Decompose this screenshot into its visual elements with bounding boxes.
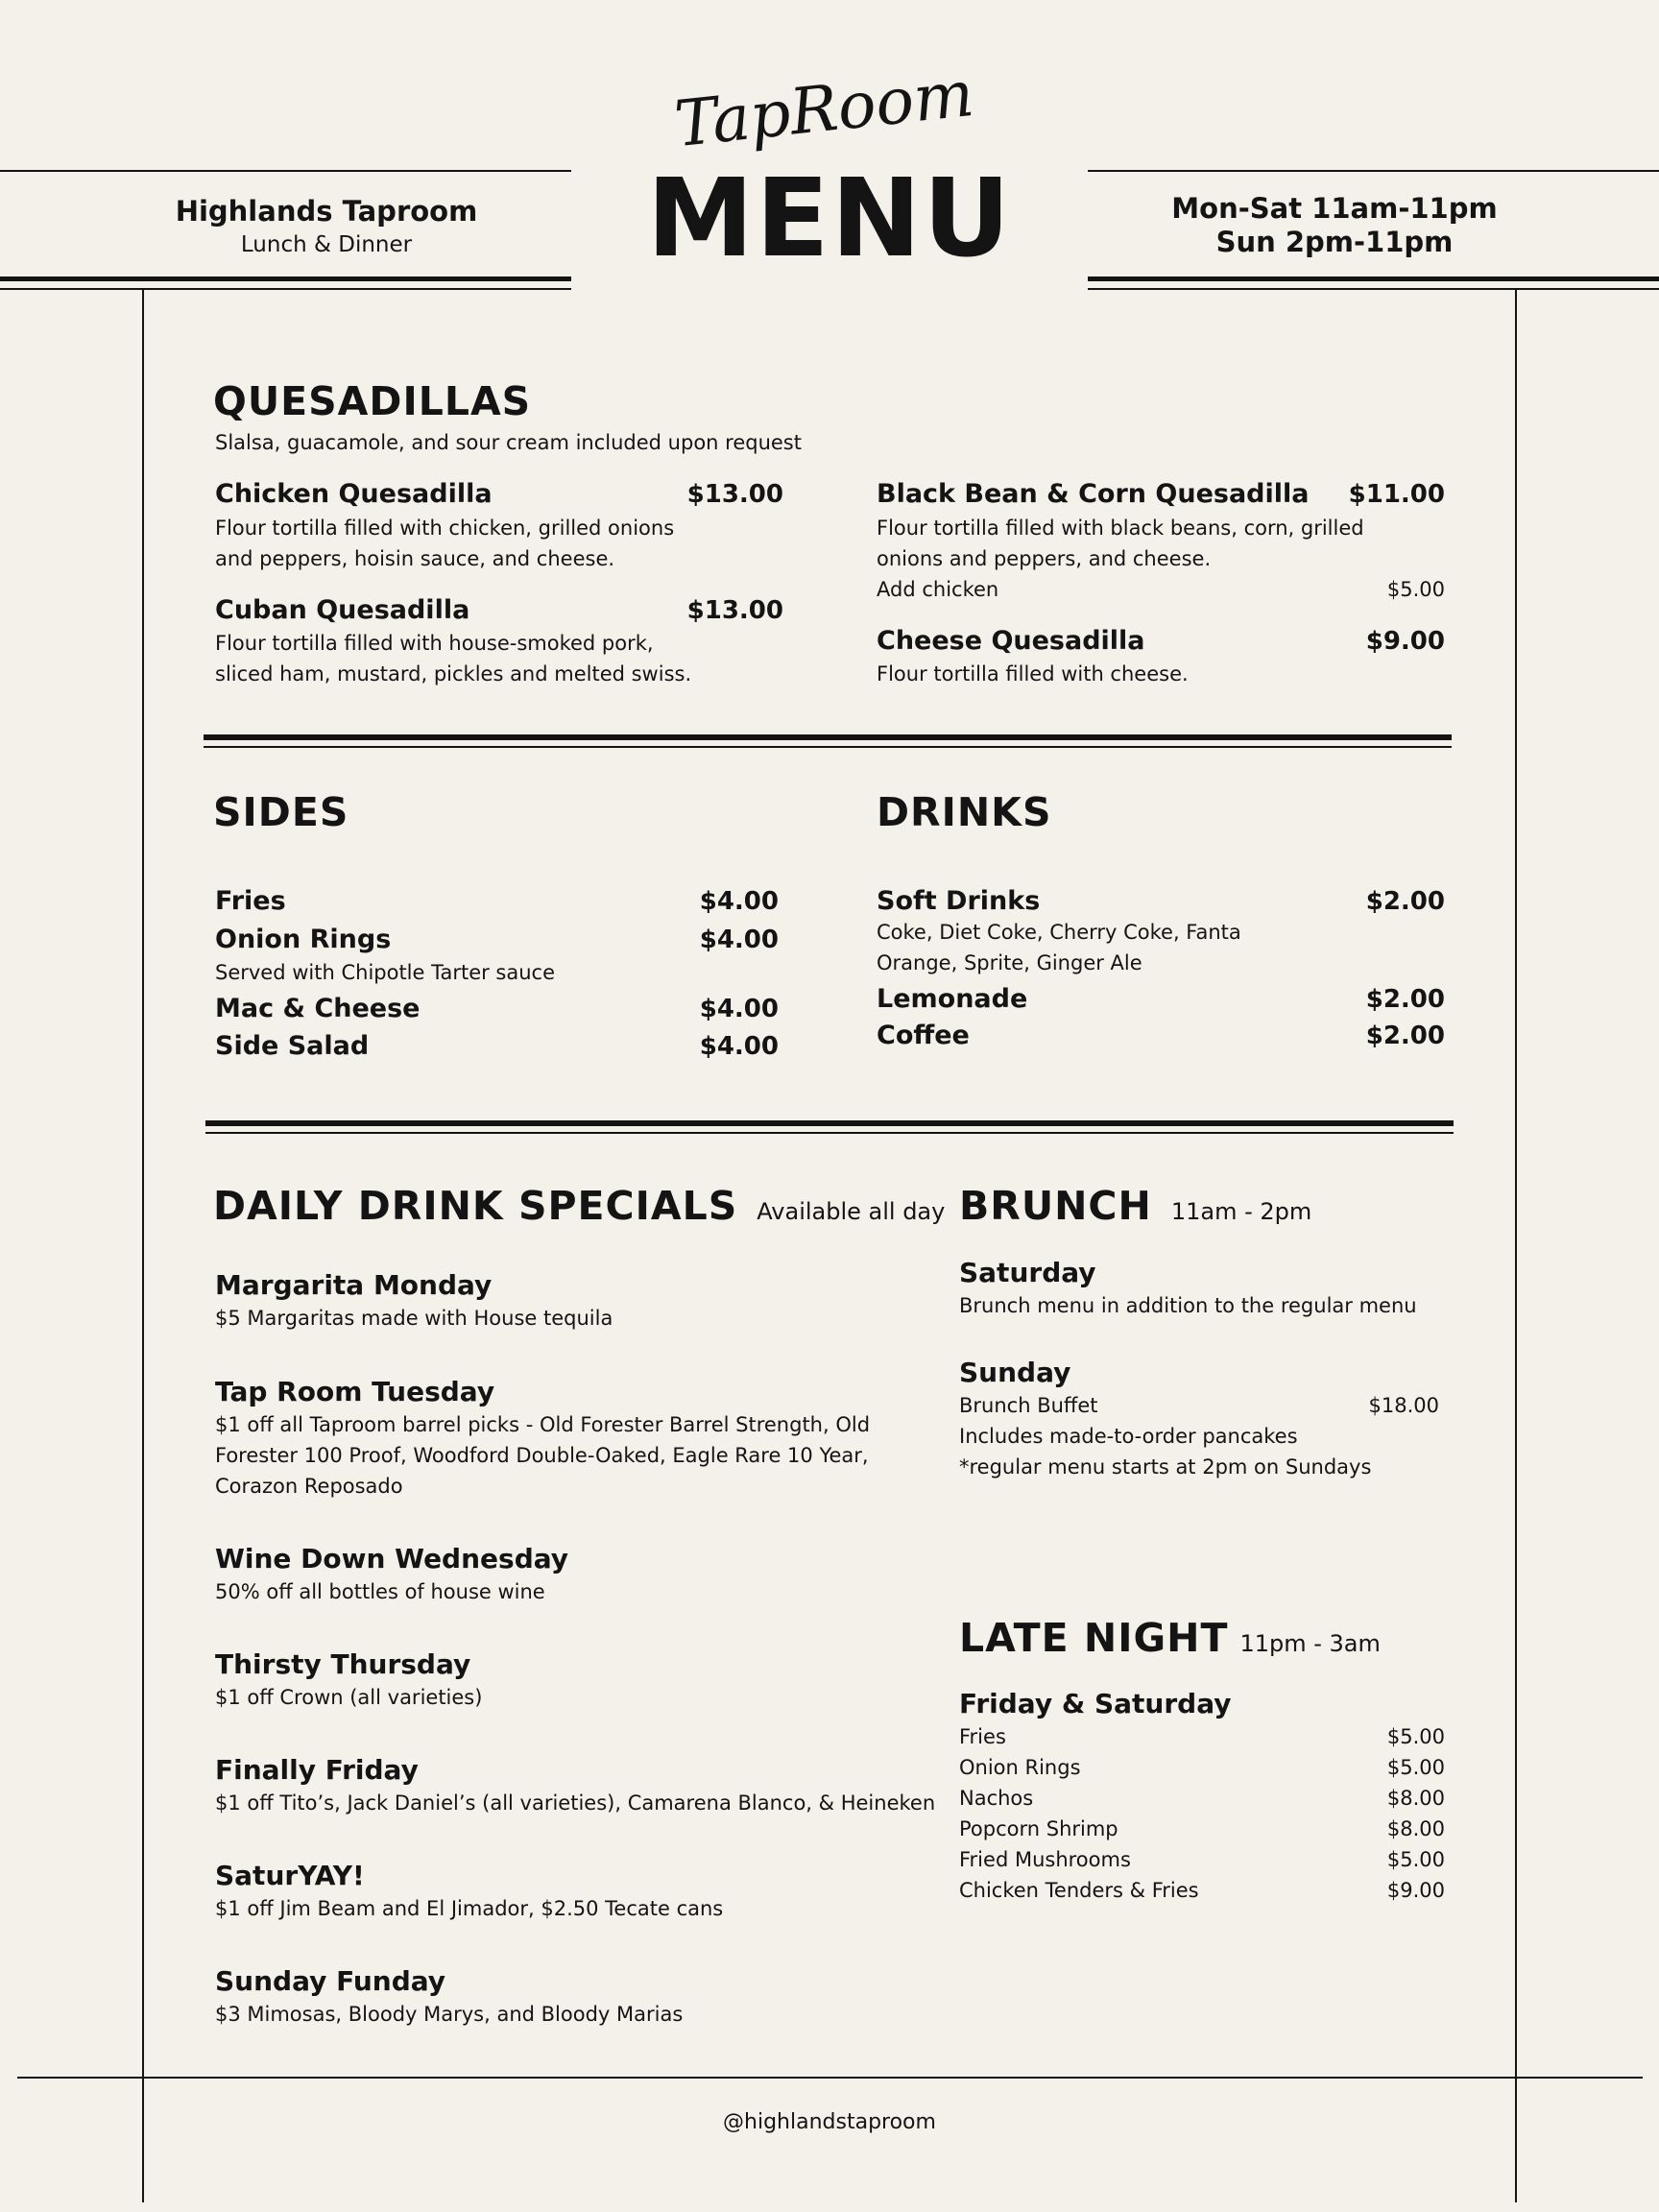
divider-2-thick — [205, 1120, 1454, 1126]
item-price: $9.00 — [1365, 627, 1445, 656]
item-price: $4.00 — [699, 887, 779, 916]
menu-item — [215, 993, 779, 1025]
special-name: Sunday Funday — [215, 1965, 446, 1997]
late-night-item — [959, 1752, 1445, 1783]
item-description: Flour tortilla filled with house-smoked pork, sliced ham, mustard, pickles and melted swiss. — [215, 632, 692, 685]
special-desc: $1 off Jim Beam and El Jimador, $2.50 Tecate cans — [215, 1897, 724, 1920]
item-name: Coffee — [877, 1021, 970, 1050]
item-price: $13.00 — [686, 480, 783, 509]
item-price: $5.00 — [1386, 1725, 1445, 1748]
item-name: Onion Rings — [959, 1756, 1081, 1779]
brunch-title — [959, 1183, 1312, 1229]
specials-title-text: DAILY DRINK SPECIALS — [213, 1183, 738, 1229]
menu-item — [215, 924, 779, 956]
addon-label: Add chicken — [877, 578, 999, 601]
menu-item — [215, 594, 783, 627]
venue-subtitle: Lunch & Dinner — [240, 232, 413, 257]
item-description: Flour tortilla filled with cheese. — [877, 662, 1189, 685]
brunch-buffet-name: Brunch Buffet — [959, 1394, 1098, 1417]
late-night-item — [959, 1814, 1445, 1844]
special-item — [215, 1859, 906, 1924]
right-frame-line — [1515, 290, 1517, 2202]
late-night-item — [959, 1721, 1445, 1752]
item-price: $9.00 — [1386, 1879, 1445, 1902]
item-price: $11.00 — [1348, 480, 1445, 509]
item-name: Cuban Quesadilla — [215, 595, 470, 625]
item-description: Flour tortilla filled with black beans, corn, grilled onions and peppers, and cheese. — [877, 517, 1364, 570]
special-desc: $1 off Crown (all varieties) — [215, 1686, 483, 1709]
item-name: Fries — [959, 1725, 1006, 1748]
item-name: Side Salad — [215, 1031, 370, 1061]
special-item — [215, 1542, 906, 1607]
hours-info — [1142, 192, 1527, 259]
item-description: Served with Chipotle Tarter sauce — [215, 961, 556, 984]
item-description: Coke, Diet Coke, Cherry Coke, Fanta Orange, Sprite, Ginger Ale — [877, 921, 1241, 974]
specials-note: Available all day — [757, 1198, 946, 1225]
late-night-item — [959, 1783, 1445, 1814]
item-price: $5.00 — [1386, 1848, 1445, 1871]
item-price: $8.00 — [1386, 1787, 1445, 1810]
menu-item — [877, 885, 1445, 918]
taproom-script-logo — [672, 56, 979, 171]
sides-title: SIDES — [213, 789, 349, 835]
special-name: Tap Room Tuesday — [215, 1376, 495, 1407]
special-item — [215, 1647, 906, 1713]
special-desc: $5 Margaritas made with House tequila — [215, 1307, 613, 1330]
brunch-title-text: BRUNCH — [959, 1183, 1152, 1229]
item-price: $2.00 — [1365, 985, 1445, 1014]
special-name: SaturYAY! — [215, 1860, 365, 1891]
late-night-item — [959, 1875, 1445, 1906]
brunch-regular-menu-note: *regular menu starts at 2pm on Sundays — [959, 1455, 1372, 1479]
special-name: Finally Friday — [215, 1754, 419, 1786]
brunch-saturday-desc: Brunch menu in addition to the regular menu — [959, 1294, 1417, 1317]
item-name: Chicken Tenders & Fries — [959, 1879, 1199, 1902]
item-name: Fried Mushrooms — [959, 1848, 1131, 1871]
item-price: $2.00 — [1365, 887, 1445, 916]
header-right-bottom-rule — [1088, 276, 1659, 281]
brunch-hours: 11am - 2pm — [1170, 1198, 1312, 1225]
brunch-buffet-row — [959, 1390, 1439, 1421]
left-frame-line — [142, 290, 144, 2202]
brunch-buffet-note: Includes made-to-order pancakes — [959, 1425, 1298, 1448]
item-price: $4.00 — [699, 1032, 779, 1061]
item-price: $13.00 — [686, 596, 783, 625]
menu-item — [877, 478, 1445, 511]
quesadillas-title: QUESADILLAS — [213, 378, 532, 424]
special-name: Wine Down Wednesday — [215, 1543, 569, 1575]
brunch-sunday-label: Sunday — [959, 1357, 1071, 1388]
venue-info — [134, 192, 518, 259]
item-price: $8.00 — [1386, 1817, 1445, 1840]
item-description: Flour tortilla filled with chicken, grilled onions and peppers, hoisin sauce, and cheese. — [215, 517, 675, 570]
menu-item — [215, 478, 783, 511]
header-right-top-rule — [1088, 170, 1659, 172]
item-name: Popcorn Shrimp — [959, 1817, 1118, 1840]
brunch-saturday-label: Saturday — [959, 1257, 1096, 1288]
special-desc: $3 Mimosas, Bloody Marys, and Bloody Marias — [215, 2003, 684, 2026]
special-item — [215, 1375, 878, 1502]
menu-item — [877, 1020, 1445, 1052]
special-name: Thirsty Thursday — [215, 1648, 471, 1680]
header-left-top-rule — [0, 170, 571, 172]
header-left-bottom-rule-thin — [0, 288, 571, 290]
menu-title: MENU — [646, 156, 1013, 281]
item-name: Fries — [215, 886, 286, 916]
menu-item — [877, 625, 1445, 658]
item-price: $2.00 — [1365, 1022, 1445, 1050]
special-desc: $1 off Tito’s, Jack Daniel’s (all varieties), Camarena Blanco, & Heineken — [215, 1791, 936, 1815]
item-name: Chicken Quesadilla — [215, 479, 493, 509]
late-night-hours: 11pm - 3am — [1239, 1630, 1381, 1657]
divider-1-thick — [204, 734, 1452, 740]
footer-rule — [17, 2077, 1643, 2079]
menu-item — [877, 983, 1445, 1016]
special-desc: 50% off all bottles of house wine — [215, 1580, 545, 1603]
item-price: $4.00 — [699, 995, 779, 1023]
item-name: Mac & Cheese — [215, 994, 421, 1023]
item-name: Black Bean & Corn Quesadilla — [877, 479, 1310, 509]
divider-2-thin — [205, 1132, 1454, 1134]
menu-item — [215, 1030, 779, 1063]
item-name: Soft Drinks — [877, 886, 1041, 916]
hours-weekday: Mon-Sat 11am-11pm — [1171, 192, 1498, 225]
svg-text:TapRoom: TapRoom — [672, 56, 977, 162]
special-item — [215, 1753, 945, 1818]
brunch-sunday — [959, 1356, 1439, 1482]
item-name: Cheese Quesadilla — [877, 626, 1145, 656]
hours-sunday: Sun 2pm-11pm — [1215, 226, 1454, 258]
item-price: $5.00 — [1386, 1756, 1445, 1779]
late-night-title — [959, 1615, 1381, 1661]
brand-logo — [672, 56, 979, 171]
late-night-item — [959, 1844, 1445, 1875]
addon-row — [877, 574, 1445, 605]
item-price: $4.00 — [699, 926, 779, 954]
item-name: Lemonade — [877, 984, 1028, 1014]
quesadillas-note: Slalsa, guacamole, and sour cream included upon request — [215, 431, 802, 454]
header-right-bottom-rule-thin — [1088, 288, 1659, 290]
drinks-title: DRINKS — [877, 789, 1052, 835]
item-name: Nachos — [959, 1787, 1034, 1810]
header-left-bottom-rule — [0, 276, 571, 281]
special-item — [215, 1268, 906, 1334]
brunch-saturday — [959, 1256, 1458, 1321]
brunch-buffet-price: $18.00 — [1368, 1394, 1439, 1417]
special-item — [215, 1964, 906, 2030]
specials-title — [213, 1183, 946, 1229]
special-name: Margarita Monday — [215, 1269, 493, 1301]
late-night-title-text: LATE NIGHT — [959, 1615, 1229, 1661]
special-desc: $1 off all Taproom barrel picks - Old Forester Barrel Strength, Old Forester 100 Proof, Woodford Double-Oaked, Eagle Rare 10 Year, Corazon Reposado — [215, 1413, 871, 1498]
late-night-days: Friday & Saturday — [959, 1688, 1232, 1719]
venue-name: Highlands Taproom — [175, 195, 478, 228]
item-name: Onion Rings — [215, 925, 392, 954]
menu-item — [215, 885, 779, 918]
divider-1-thin — [204, 746, 1452, 748]
addon-price: $5.00 — [1386, 578, 1445, 601]
social-handle: @highlandstaproom — [723, 2110, 936, 2134]
